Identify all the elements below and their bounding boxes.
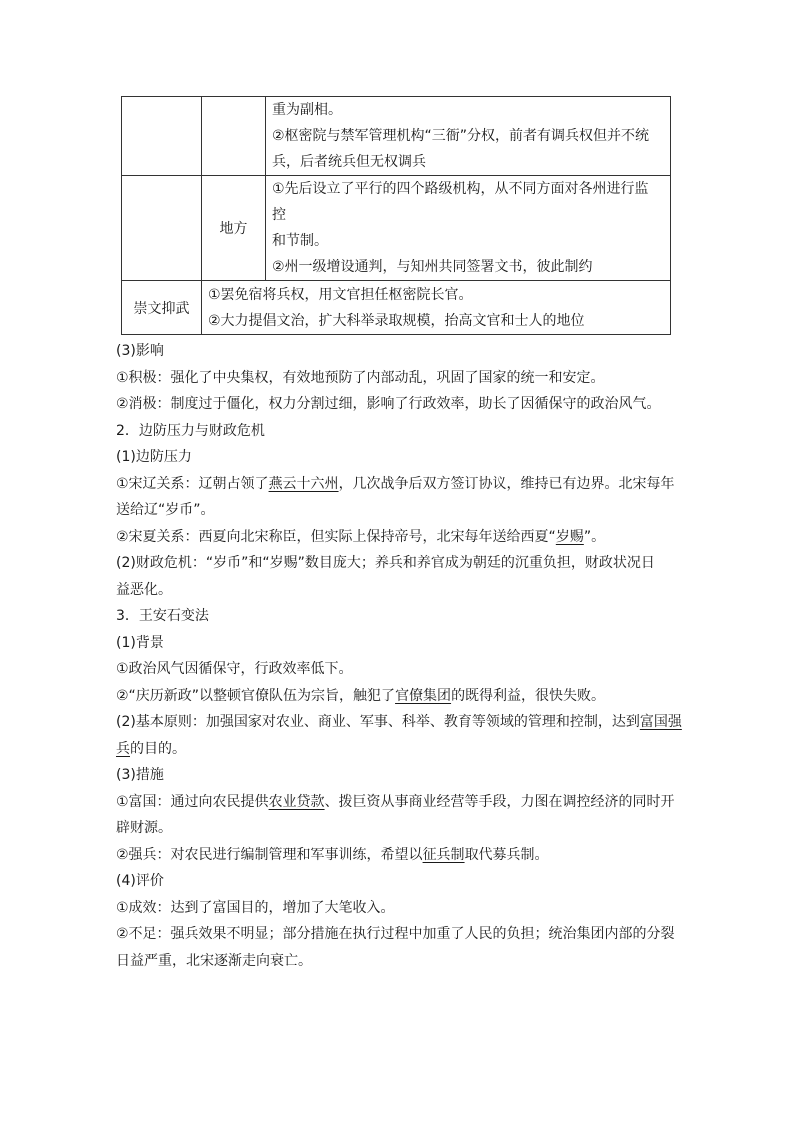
- paragraph: [116, 471, 682, 498]
- cell-line: 兵，后者统兵但无权调兵: [272, 154, 426, 170]
- cell-line: 重为副相。: [272, 102, 342, 118]
- table-row: [122, 176, 671, 281]
- paragraph: (3)影响: [116, 343, 164, 359]
- paragraph: 益恶化。: [116, 581, 172, 598]
- paragraph: [116, 842, 682, 869]
- table-cell-local: [266, 176, 671, 281]
- text-span: 取代募兵制。: [464, 846, 549, 863]
- paragraph: [116, 683, 682, 710]
- table-cell-label: 崇文抑武: [122, 281, 202, 335]
- paragraph: 送给辽“岁币”。: [116, 502, 215, 518]
- cell-line: ①先后设立了平行的四个路级机构，从不同方面对各州进行监控: [272, 181, 649, 223]
- table-row: [122, 97, 671, 176]
- cell-line: ②州一级增设通判，与知州共同签署文书，彼此制约: [272, 259, 593, 275]
- text-span: ②强兵：对农民进行编制管理和军事训练，希望以: [116, 846, 423, 863]
- text-span: 、拨巨资从事商业经营等手段，力图在调控经济的同时开: [324, 793, 675, 810]
- underlined-term: 岁赐: [555, 528, 584, 545]
- cell-line: ②大力提倡文治，扩大科举录取规模，抬高文官和士人的地位: [208, 312, 585, 329]
- text-span: 的目的。: [130, 740, 186, 757]
- section-heading: 2．边防压力与财政危机: [116, 422, 265, 439]
- paragraph: ②消极：制度过于僵化，权力分割过细，影响了行政效率，助长了因循保守的政治风气。: [116, 396, 661, 412]
- table-row: [122, 281, 671, 335]
- table-cell-empty: [122, 176, 202, 281]
- table-cell-chongwen: [202, 281, 671, 335]
- cell-line: 和节制。: [272, 233, 328, 249]
- paragraph: (4)评价: [116, 873, 164, 889]
- underlined-term: 富国强: [639, 714, 682, 730]
- paragraph: (2)财政危机：“岁币”和“岁赐”数目庞大；养兵和养官成为朝廷的沉重负担，财政状况日: [116, 555, 655, 571]
- paragraph: (1)背景: [116, 634, 164, 651]
- underlined-term: 农业贷款: [268, 793, 325, 810]
- table-cell-empty: [202, 97, 266, 176]
- paragraph: (3)措施: [116, 767, 164, 783]
- paragraph: [116, 789, 682, 816]
- table-cell-label: 地方: [202, 176, 266, 281]
- paragraph: [116, 524, 682, 551]
- text-span: (2)基本原则：加强国家对农业、商业、军事、科举、教育等领域的管理和控制，达到: [116, 714, 640, 730]
- policy-table: [121, 96, 671, 335]
- section-heading: 3．王安石变法: [116, 608, 209, 624]
- text-span: ①宋辽关系：辽朝占领了: [116, 475, 269, 492]
- main-text: [116, 338, 682, 974]
- paragraph: 日益严重，北宋逐渐走向衰亡。: [116, 952, 312, 969]
- text-span: ②“庆历新政”以整顿官僚队伍为宗旨，触犯了: [116, 687, 396, 704]
- text-span: ①富国：通过向农民提供: [116, 793, 269, 810]
- text-span: ”。: [583, 528, 606, 545]
- paragraph: ①积极：强化了中央集权，有效地预防了内部动乱，巩固了国家的统一和安定。: [116, 369, 605, 386]
- table-cell-central: [266, 97, 671, 176]
- text-span: 的既得利益，很快失败。: [451, 687, 606, 704]
- text-span: ②宋夏关系：西夏向北宋称臣，但实际上保持帝号，北宋每年送给西夏“: [116, 528, 556, 545]
- paragraph: (1)边防压力: [116, 449, 192, 465]
- paragraph: 辟财源。: [116, 820, 172, 836]
- table-cell-empty: [122, 97, 202, 176]
- paragraph: [116, 736, 682, 763]
- cell-line: ②枢密院与禁军管理机构“三衙”分权，前者有调兵权但并不统: [272, 128, 650, 144]
- underlined-term: 兵: [116, 740, 130, 757]
- underlined-term: 燕云十六州: [268, 475, 339, 492]
- paragraph: [116, 709, 682, 736]
- text-span: ，几次战争后双方签订协议，维持已有边界。北宋每年: [338, 475, 675, 492]
- underlined-term: 官僚集团: [395, 687, 452, 704]
- paragraph: ②不足：强兵效果不明显；部分措施在执行过程中加重了人民的负担；统治集团内部的分裂: [116, 926, 675, 942]
- underlined-term: 征兵制: [422, 846, 465, 863]
- paragraph: ①政治风气因循保守，行政效率低下。: [116, 661, 353, 677]
- cell-line: ①罢免宿将兵权，用文官担任枢密院长官。: [208, 286, 473, 303]
- paragraph: ①成效：达到了富国目的，增加了大笔收入。: [116, 899, 395, 916]
